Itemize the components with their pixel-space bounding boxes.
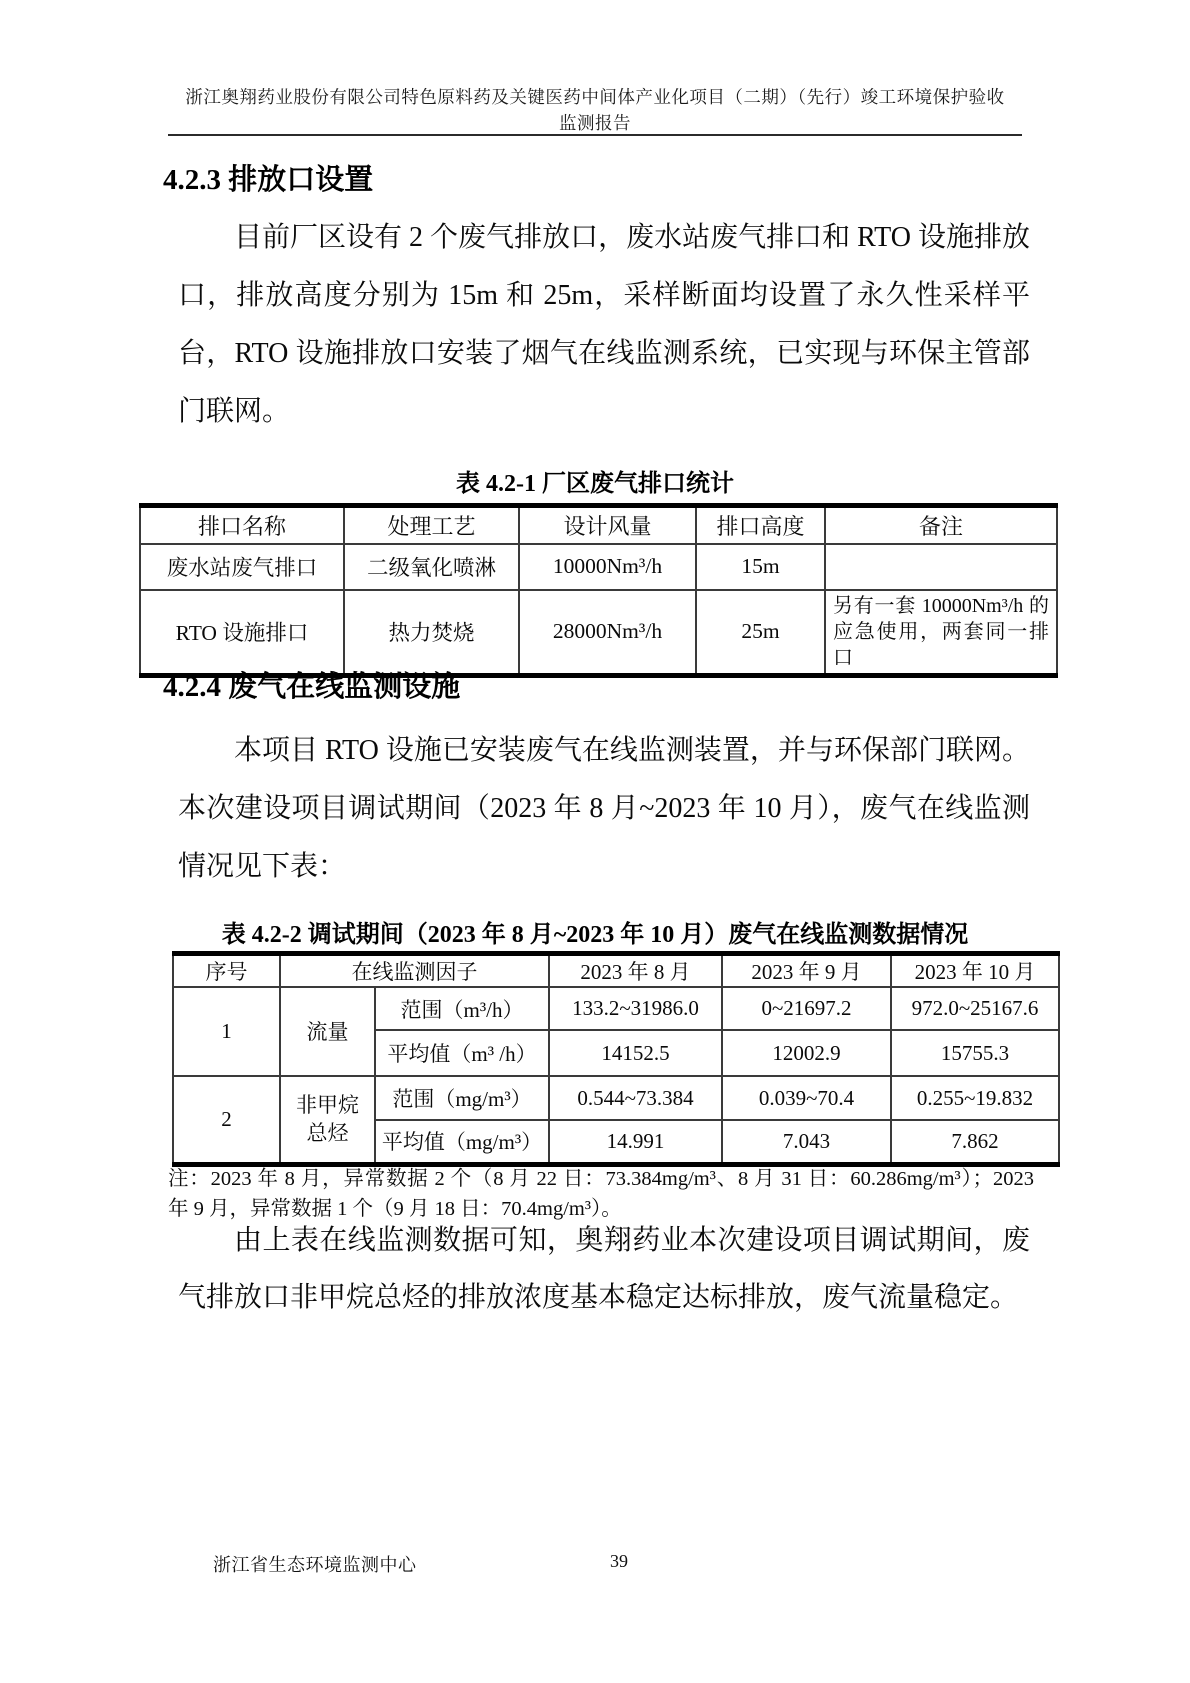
t2-cell-aug: 14152.5 bbox=[549, 1030, 722, 1076]
table-422-caption: 表 4.2-2 调试期间（2023 年 8 月~2023 年 10 月）废气在线监测数据情况 bbox=[221, 922, 969, 948]
footer-page-number: 39 bbox=[610, 1551, 628, 1571]
t2-header-row bbox=[173, 954, 1059, 988]
table-row bbox=[173, 1076, 1059, 1120]
t2-header-aug: 2023 年 8 月 bbox=[549, 954, 722, 988]
table-422-monitoring-data bbox=[172, 951, 1060, 1167]
table-row bbox=[140, 544, 1057, 590]
t2-cell-metric: 平均值（mg/m³） bbox=[375, 1120, 549, 1164]
t1-header-design-airflow: 设计风量 bbox=[519, 506, 696, 544]
t2-header-sep: 2023 年 9 月 bbox=[722, 954, 891, 988]
table-row bbox=[140, 590, 1057, 676]
t1-header-process: 处理工艺 bbox=[344, 506, 519, 544]
t2-cell-factor: 流量 bbox=[280, 987, 375, 1076]
paragraph-conclusion: 由上表在线监测数据可知，奥翔药业本次建设项目调试期间，废气排放口非甲烷总烃的排放浓度基本稳定达标排放，废气流量稳定。 bbox=[178, 1225, 1030, 1313]
t1-cell-design-airflow: 10000Nm³/h bbox=[519, 544, 696, 590]
header-divider bbox=[168, 134, 1022, 136]
t1-header-remark: 备注 bbox=[825, 506, 1057, 544]
header-title-line1: 浙江奥翔药业股份有限公司特色原料药及关键医药中间体产业化项目（二期）（先行）竣工环境保护验收 bbox=[185, 87, 1005, 107]
paragraph-online-monitoring: 本项目 RTO 设施已安装废气在线监测装置，并与环保部门联网。本次建设项目调试期间（2023 年 8 月~2023 年 10 月），废气在线监测情况见下表： bbox=[178, 735, 1030, 882]
header-title-line2: 监测报告 bbox=[559, 113, 631, 133]
t2-header-no: 序号 bbox=[173, 954, 280, 988]
t2-cell-factor: 非甲烷总烃 bbox=[280, 1076, 375, 1164]
t2-cell-metric: 范围（m³/h） bbox=[375, 987, 549, 1030]
t2-cell-oct: 972.0~25167.6 bbox=[891, 987, 1059, 1030]
section-heading-4-2-3: 4.2.3 排放口设置 bbox=[163, 164, 374, 196]
t2-cell-sep: 0~21697.2 bbox=[722, 987, 891, 1030]
section-heading-4-2-4: 4.2.4 废气在线监测设施 bbox=[163, 671, 461, 703]
t1-header-outlet-height: 排口高度 bbox=[696, 506, 825, 544]
t2-cell-sep: 12002.9 bbox=[722, 1030, 891, 1076]
t1-cell-process: 热力焚烧 bbox=[344, 590, 519, 676]
t2-cell-no: 2 bbox=[173, 1076, 280, 1164]
t1-header-row bbox=[140, 506, 1057, 544]
table-421-caption: 表 4.2-1 厂区废气排口统计 bbox=[456, 471, 734, 497]
table-422-note: 注：2023 年 8 月，异常数据 2 个（8 月 22 日：73.384mg/m³、8 月 31 日：60.286mg/m³）；2023 年 9 月，异常数据 1 个（9 月 18 日：70.4mg/m³）。 bbox=[168, 1168, 1034, 1220]
t1-header-outlet-name: 排口名称 bbox=[140, 506, 344, 544]
t1-cell-outlet-height: 15m bbox=[696, 544, 825, 590]
t2-cell-aug: 14.991 bbox=[549, 1120, 722, 1164]
t1-cell-outlet-name: 废水站废气排口 bbox=[140, 544, 344, 590]
t2-cell-oct: 7.862 bbox=[891, 1120, 1059, 1164]
t2-cell-metric: 平均值（m³ /h） bbox=[375, 1030, 549, 1076]
t1-cell-process: 二级氧化喷淋 bbox=[344, 544, 519, 590]
t2-header-oct: 2023 年 10 月 bbox=[891, 954, 1059, 988]
t1-cell-outlet-name: RTO 设施排口 bbox=[140, 590, 344, 676]
t1-cell-remark bbox=[825, 544, 1057, 590]
t2-cell-no: 1 bbox=[173, 987, 280, 1076]
t2-header-factor: 在线监测因子 bbox=[280, 954, 549, 988]
t2-cell-oct: 0.255~19.832 bbox=[891, 1076, 1059, 1120]
table-row bbox=[173, 987, 1059, 1030]
t1-cell-design-airflow: 28000Nm³/h bbox=[519, 590, 696, 676]
t2-cell-metric: 范围（mg/m³） bbox=[375, 1076, 549, 1120]
t2-cell-sep: 0.039~70.4 bbox=[722, 1076, 891, 1120]
t2-cell-aug: 133.2~31986.0 bbox=[549, 987, 722, 1030]
t2-cell-aug: 0.544~73.384 bbox=[549, 1076, 722, 1120]
t1-cell-remark: 另有一套 10000Nm³/h 的应急使用，两套同一排口 bbox=[825, 590, 1057, 676]
footer-organization: 浙江省生态环境监测中心 bbox=[213, 1555, 417, 1575]
t1-cell-outlet-height: 25m bbox=[696, 590, 825, 676]
page-header bbox=[0, 84, 1190, 136]
t2-cell-oct: 15755.3 bbox=[891, 1030, 1059, 1076]
table-421-outlet-statistics bbox=[139, 503, 1058, 678]
t2-cell-sep: 7.043 bbox=[722, 1120, 891, 1164]
paragraph-outlet-setup: 目前厂区设有 2 个废气排放口，废水站废气排口和 RTO 设施排放口，排放高度分别为 15m 和 25m，采样断面均设置了永久性采样平台，RTO 设施排放口安装了烟气在线监测系统，已实现与环保主管部门联网。 bbox=[178, 222, 1030, 427]
